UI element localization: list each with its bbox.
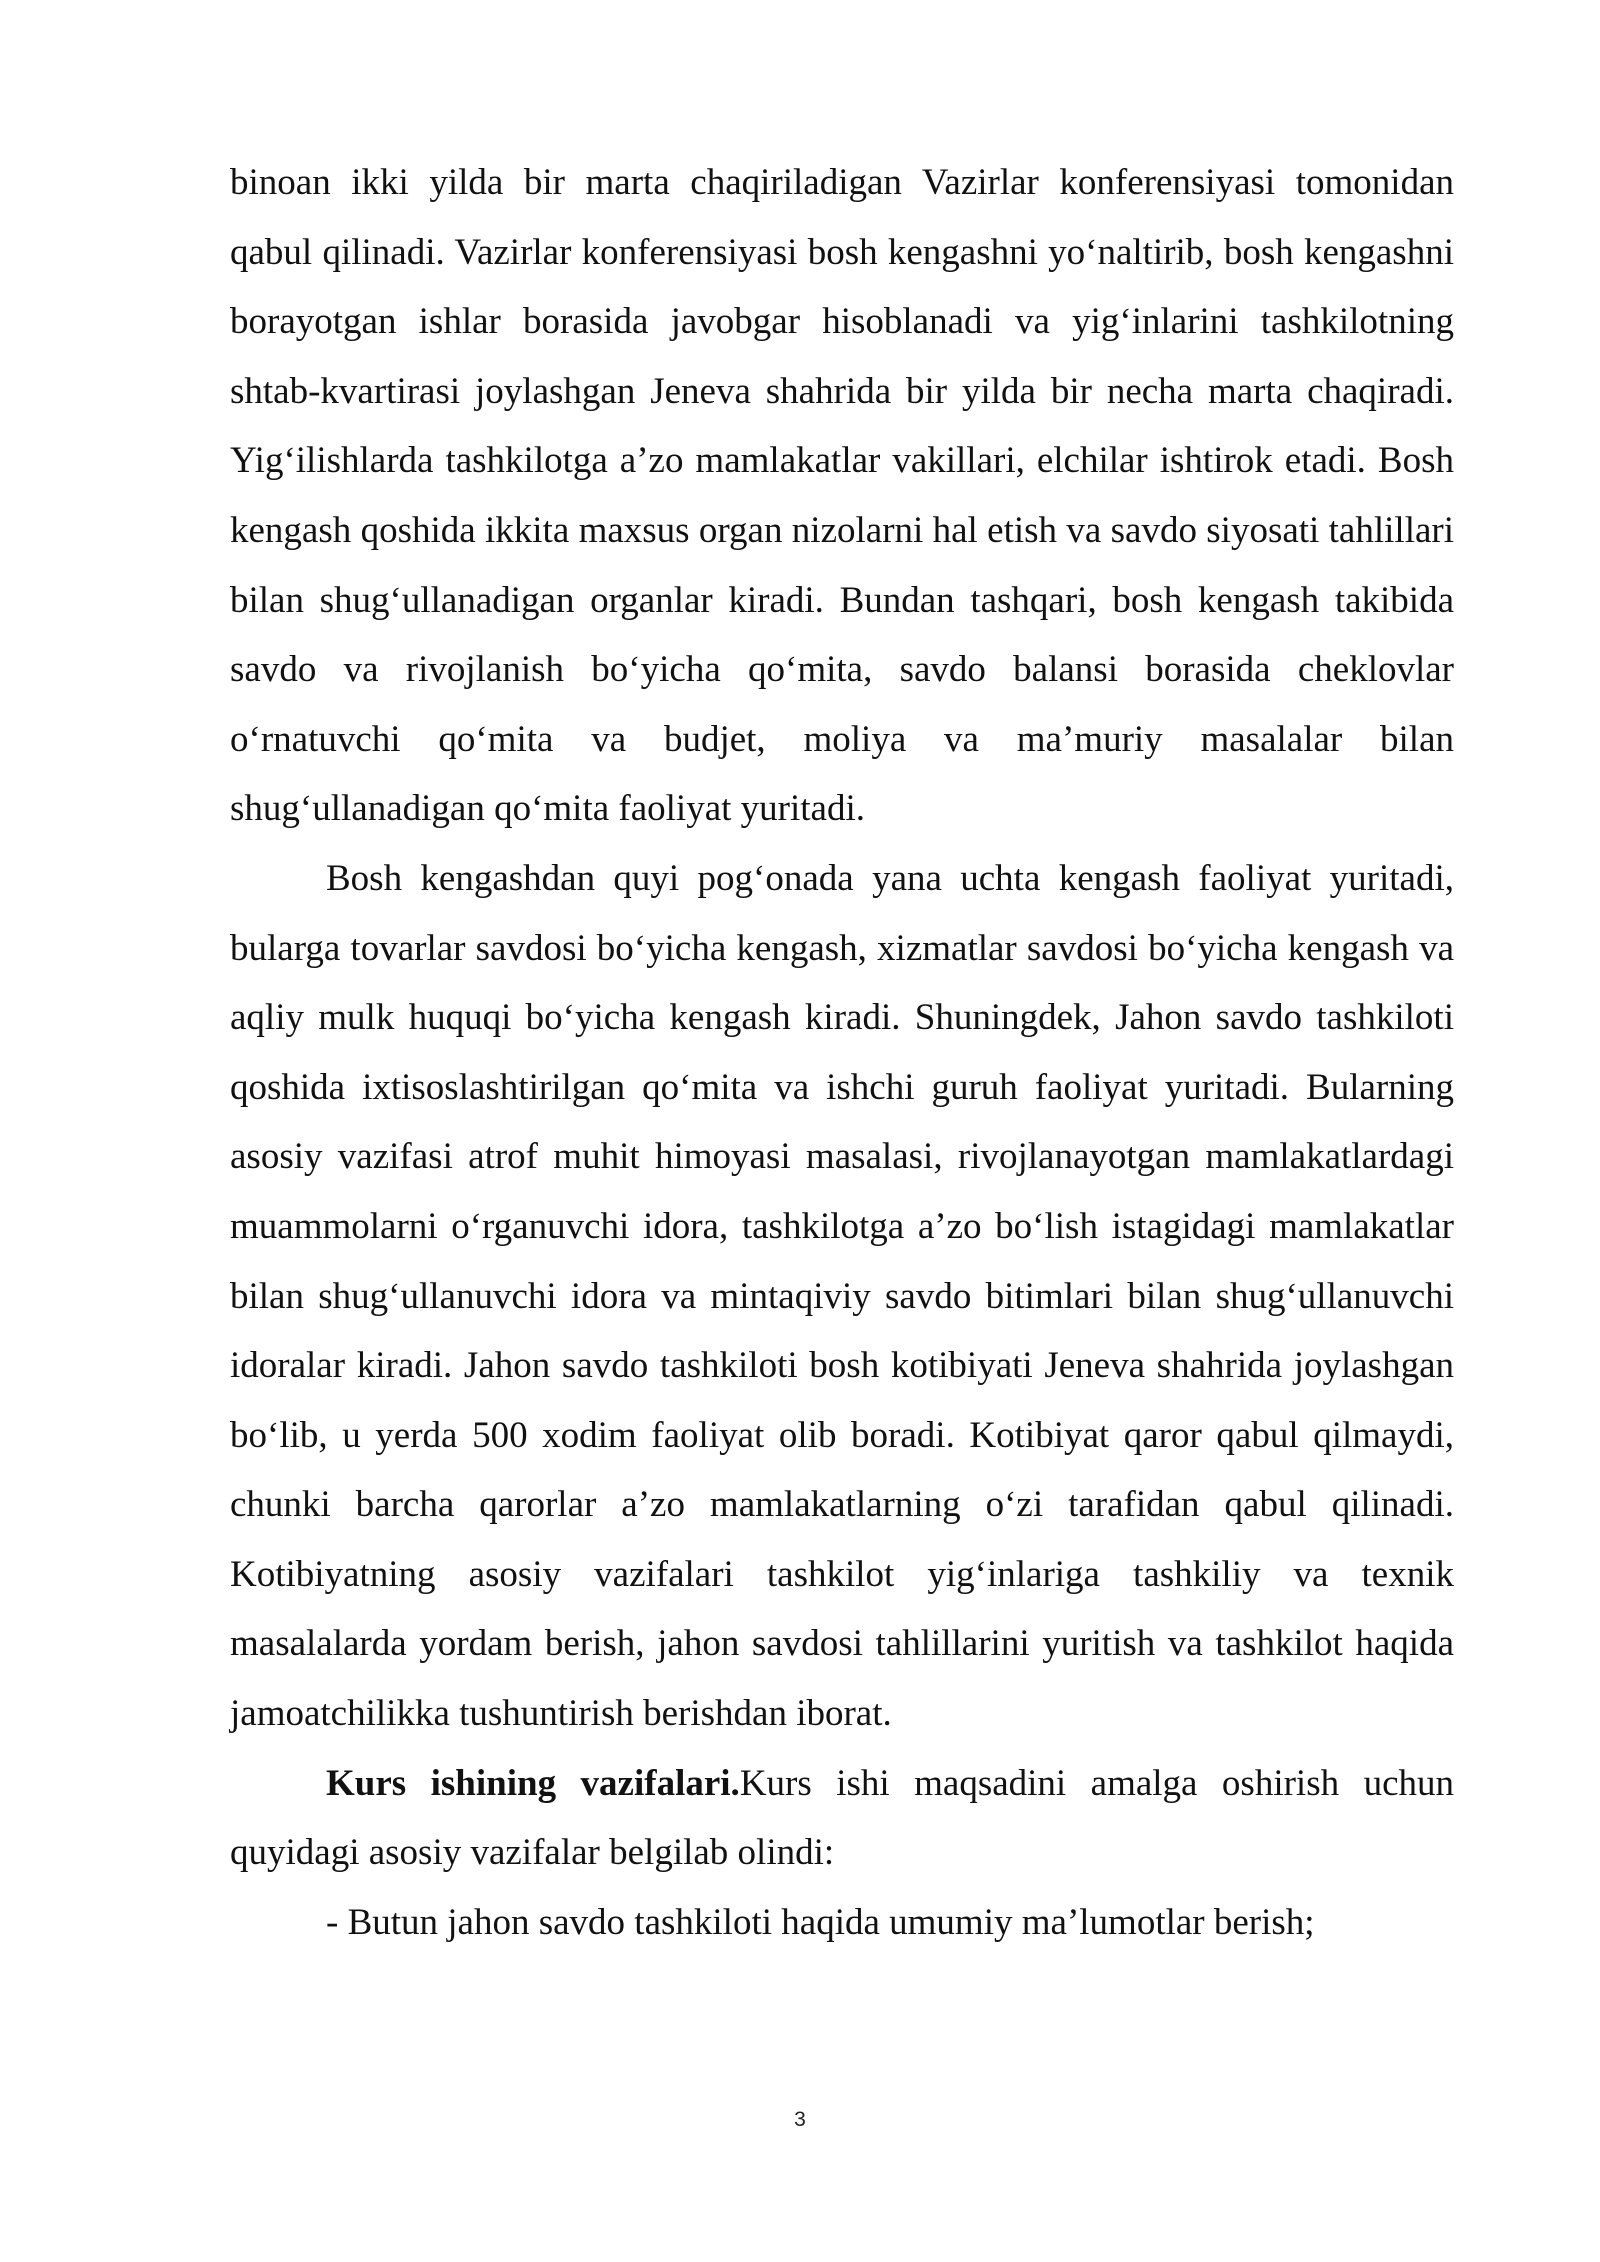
- course-tasks-heading: Kurs ishining vazifalari.: [326, 1762, 740, 1804]
- paragraph-course-tasks: [230, 1749, 1454, 1888]
- paragraph-continuation: binoan ikki yilda bir marta chaqiriladigan Vazirlar konferensiyasi tomonidan qabul qilinadi. Vazirlar konferensiyasi bosh kengashni yo‘naltirib, bosh kengashni borayotgan ishlar borasida javobgar hisoblanadi va yig‘inlarini tashkilotning shtab-kvartirasi joylashgan Jeneva shahrida bir yilda bir necha marta chaqiradi. Yig‘ilishlarda tashkilotga a’zo mamlakatlar vakillari, elchilar ishtirok etadi. Bosh kengash qoshida ikkita maxsus organ nizolarni hal etish va savdo siyosati tahlillari bilan shug‘ullanadigan organlar kiradi. Bundan tashqari, bosh kengash takibida savdo va rivojlanish bo‘yicha qo‘mita, savdo balansi borasida cheklovlar o‘rnatuvchi qo‘mita va budjet, moliya va ma’muriy masalalar bilan shug‘ullanadigan qo‘mita faoliyat yuritadi.: [230, 162, 1454, 830]
- page-number: 3: [794, 2108, 806, 2131]
- paragraph-councils: Bosh kengashdan quyi pog‘onada yana uchta kengash faoliyat yuritadi, bularga tovarlar savdosi bo‘yicha kengash, xizmatlar savdosi bo‘yicha kengash va aqliy mulk huquqi bo‘yicha kengash kiradi. Shuningdek, Jahon savdo tashkiloti qoshida ixtisoslashtirilgan qo‘mita va ishchi guruh faoliyat yuritadi. Bularning asosiy vazifasi atrof muhit himoyasi masalasi, rivojlanayotgan mamlakatlardagi muammolarni o‘rganuvchi idora, tashkilotga a’zo bo‘lish istagidagi mamlakatlar bilan shug‘ullanuvchi idora va mintaqiviy savdo bitimlari bilan shug‘ullanuvchi idoralar kiradi. Jahon savdo tashkiloti bosh kotibiyati Jeneva shahrida joylashgan bo‘lib, u yerda 500 xodim faoliyat olib boradi. Kotibiyat qaror qabul qilmaydi, chunki barcha qarorlar a’zo mamlakatlarning o‘zi tarafidan qabul qilinadi. Kotibiyatning asosiy vazifalari tashkilot yig‘inlariga tashkiliy va texnik masalalarda yordam berish, jahon savdosi tahlillarini yuritish va tashkilot haqida jamoatchilikka tushuntirish berishdan iborat.: [230, 857, 1454, 1735]
- course-tasks-text: Kurs ishi maqsadini amalga oshirish uchun quyidagi asosiy vazifalar belgilab olindi:: [230, 1762, 1454, 1874]
- list-item-task: - Butun jahon savdo tashkiloti haqida umumiy ma’lumotlar berish;: [326, 1901, 1315, 1943]
- document-body: [230, 148, 1454, 1957]
